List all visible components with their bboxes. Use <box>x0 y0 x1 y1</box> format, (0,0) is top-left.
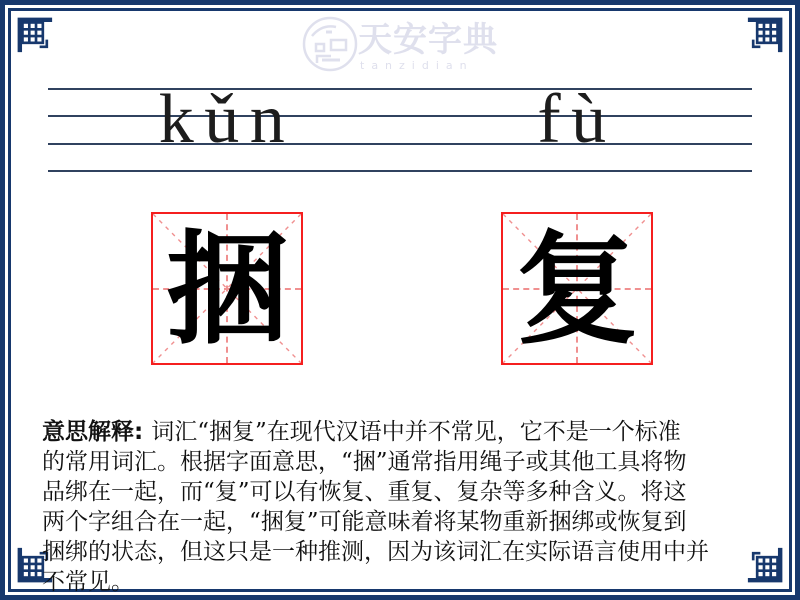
explanation-line: 两个字组合在一起，“捆复”可能意味着将某物重新捆绑或恢复到 <box>42 509 687 535</box>
character-fu: 复 <box>516 216 638 361</box>
explanation-line: 不常见。 <box>42 569 134 595</box>
brand-name: 天安字典 <box>358 20 498 60</box>
explanation-text: 词汇“捆复”在现代汉语中并不常见，它不是一个标准 <box>151 419 681 445</box>
meaning-explanation <box>42 417 760 597</box>
brand-logo-icon <box>302 16 358 72</box>
pinyin-kun: kǔn <box>158 81 296 158</box>
explanation-line: 捆绑的状态，但这只是一种推测，因为该词汇在实际语言使用中并 <box>42 539 709 565</box>
corner-ornament-top-left <box>7 7 53 53</box>
explanation-line: 的常用词汇。根据字面意思，“捆”通常指用绳子或其他工具将物 <box>42 449 687 475</box>
pinyin-guide-line-4 <box>48 170 752 172</box>
pinyin-fu: fù <box>537 81 617 158</box>
explanation-line: 品绑在一起，而“复”可以有恢复、重复、复杂等多种含义。将这 <box>42 479 687 505</box>
corner-ornament-top-right <box>747 7 793 53</box>
brand-subtitle: tanzidian <box>360 59 474 72</box>
explanation-line <box>42 417 760 447</box>
character-box-fu <box>501 212 653 365</box>
character-box-kun <box>151 212 303 365</box>
character-kun: 捆 <box>166 216 288 361</box>
explanation-label: 意思解释: <box>42 419 144 445</box>
